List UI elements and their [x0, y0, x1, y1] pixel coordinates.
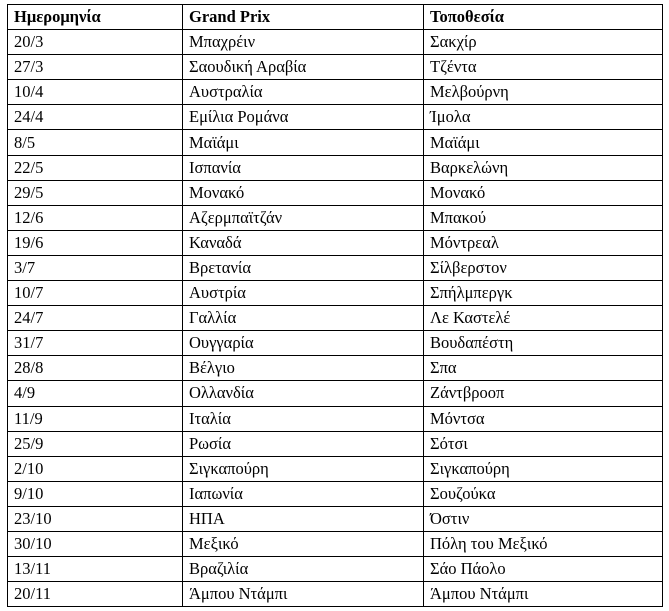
cell-grand-prix: Ιαπωνία — [183, 481, 424, 506]
cell-grand-prix: Βέλγιο — [183, 356, 424, 381]
cell-date: 10/4 — [8, 80, 183, 105]
cell-date: 28/8 — [8, 356, 183, 381]
cell-grand-prix: Γαλλία — [183, 306, 424, 331]
cell-grand-prix: Βρετανία — [183, 255, 424, 280]
cell-date: 9/10 — [8, 481, 183, 506]
cell-grand-prix: Μπαχρέιν — [183, 30, 424, 55]
table-row — [8, 356, 663, 381]
cell-date: 30/10 — [8, 531, 183, 556]
header-date: Ημερομηνία — [8, 5, 183, 30]
cell-grand-prix: Εμίλια Ρομάνα — [183, 105, 424, 130]
table-row — [8, 205, 663, 230]
cell-grand-prix: Ρωσία — [183, 431, 424, 456]
table-row — [8, 105, 663, 130]
cell-location: Σότσι — [424, 431, 663, 456]
cell-grand-prix: Ουγγαρία — [183, 331, 424, 356]
cell-location: Λε Καστελέ — [424, 306, 663, 331]
table-row — [8, 80, 663, 105]
cell-date: 8/5 — [8, 130, 183, 155]
cell-date: 20/3 — [8, 30, 183, 55]
cell-date: 12/6 — [8, 205, 183, 230]
cell-location: Όστιν — [424, 506, 663, 531]
cell-grand-prix: Άμπου Ντάμπι — [183, 582, 424, 607]
cell-grand-prix: Σιγκαπούρη — [183, 456, 424, 481]
cell-location: Σίλβερστον — [424, 255, 663, 280]
cell-location: Μονακό — [424, 180, 663, 205]
table-row — [8, 406, 663, 431]
cell-date: 27/3 — [8, 55, 183, 80]
race-calendar-table — [7, 4, 663, 607]
cell-grand-prix: Μαϊάμι — [183, 130, 424, 155]
table-row — [8, 255, 663, 280]
cell-date: 29/5 — [8, 180, 183, 205]
table-row — [8, 306, 663, 331]
document-page — [7, 4, 663, 607]
cell-grand-prix: Καναδά — [183, 230, 424, 255]
table-row — [8, 55, 663, 80]
cell-date: 19/6 — [8, 230, 183, 255]
cell-grand-prix: Ολλανδία — [183, 381, 424, 406]
table-row — [8, 456, 663, 481]
table-row — [8, 531, 663, 556]
table-row — [8, 331, 663, 356]
table-row — [8, 30, 663, 55]
cell-grand-prix: Μεξικό — [183, 531, 424, 556]
cell-date: 3/7 — [8, 255, 183, 280]
header-location: Τοποθεσία — [424, 5, 663, 30]
table-row — [8, 431, 663, 456]
cell-date: 22/5 — [8, 155, 183, 180]
cell-grand-prix: Ιταλία — [183, 406, 424, 431]
cell-location: Άμπου Ντάμπι — [424, 582, 663, 607]
cell-grand-prix: Αυστραλία — [183, 80, 424, 105]
table-row — [8, 180, 663, 205]
cell-date: 4/9 — [8, 381, 183, 406]
cell-date: 11/9 — [8, 406, 183, 431]
table-body — [8, 30, 663, 607]
table-row — [8, 281, 663, 306]
cell-location: Μαϊάμι — [424, 130, 663, 155]
cell-grand-prix: Αζερμπαϊτζάν — [183, 205, 424, 230]
cell-location: Σιγκαπούρη — [424, 456, 663, 481]
cell-grand-prix: Αυστρία — [183, 281, 424, 306]
cell-date: 10/7 — [8, 281, 183, 306]
cell-location: Μόντρεαλ — [424, 230, 663, 255]
cell-date: 2/10 — [8, 456, 183, 481]
cell-location: Πόλη του Μεξικό — [424, 531, 663, 556]
table-row — [8, 481, 663, 506]
table-row — [8, 381, 663, 406]
cell-location: Ίμολα — [424, 105, 663, 130]
table-header — [8, 5, 663, 30]
cell-location: Σπήλμπεργκ — [424, 281, 663, 306]
table-row — [8, 557, 663, 582]
table-row — [8, 506, 663, 531]
cell-location: Σπα — [424, 356, 663, 381]
cell-location: Βουδαπέστη — [424, 331, 663, 356]
cell-location: Τζέντα — [424, 55, 663, 80]
table-row — [8, 230, 663, 255]
header-grand-prix: Grand Prix — [183, 5, 424, 30]
cell-location: Σάο Πάολο — [424, 557, 663, 582]
cell-date: 24/4 — [8, 105, 183, 130]
cell-date: 31/7 — [8, 331, 183, 356]
cell-location: Ζάντβροοπ — [424, 381, 663, 406]
cell-location: Μπακού — [424, 205, 663, 230]
cell-grand-prix: Βραζιλία — [183, 557, 424, 582]
cell-location: Μελβούρνη — [424, 80, 663, 105]
cell-location: Σουζούκα — [424, 481, 663, 506]
cell-grand-prix: Ισπανία — [183, 155, 424, 180]
header-row — [8, 5, 663, 30]
cell-date: 13/11 — [8, 557, 183, 582]
cell-grand-prix: ΗΠΑ — [183, 506, 424, 531]
table-row — [8, 130, 663, 155]
cell-date: 23/10 — [8, 506, 183, 531]
cell-grand-prix: Σαουδική Αραβία — [183, 55, 424, 80]
cell-grand-prix: Μονακό — [183, 180, 424, 205]
cell-location: Μόντσα — [424, 406, 663, 431]
cell-location: Σακχίρ — [424, 30, 663, 55]
table-row — [8, 155, 663, 180]
cell-date: 24/7 — [8, 306, 183, 331]
table-row — [8, 582, 663, 607]
cell-location: Βαρκελώνη — [424, 155, 663, 180]
cell-date: 25/9 — [8, 431, 183, 456]
cell-date: 20/11 — [8, 582, 183, 607]
